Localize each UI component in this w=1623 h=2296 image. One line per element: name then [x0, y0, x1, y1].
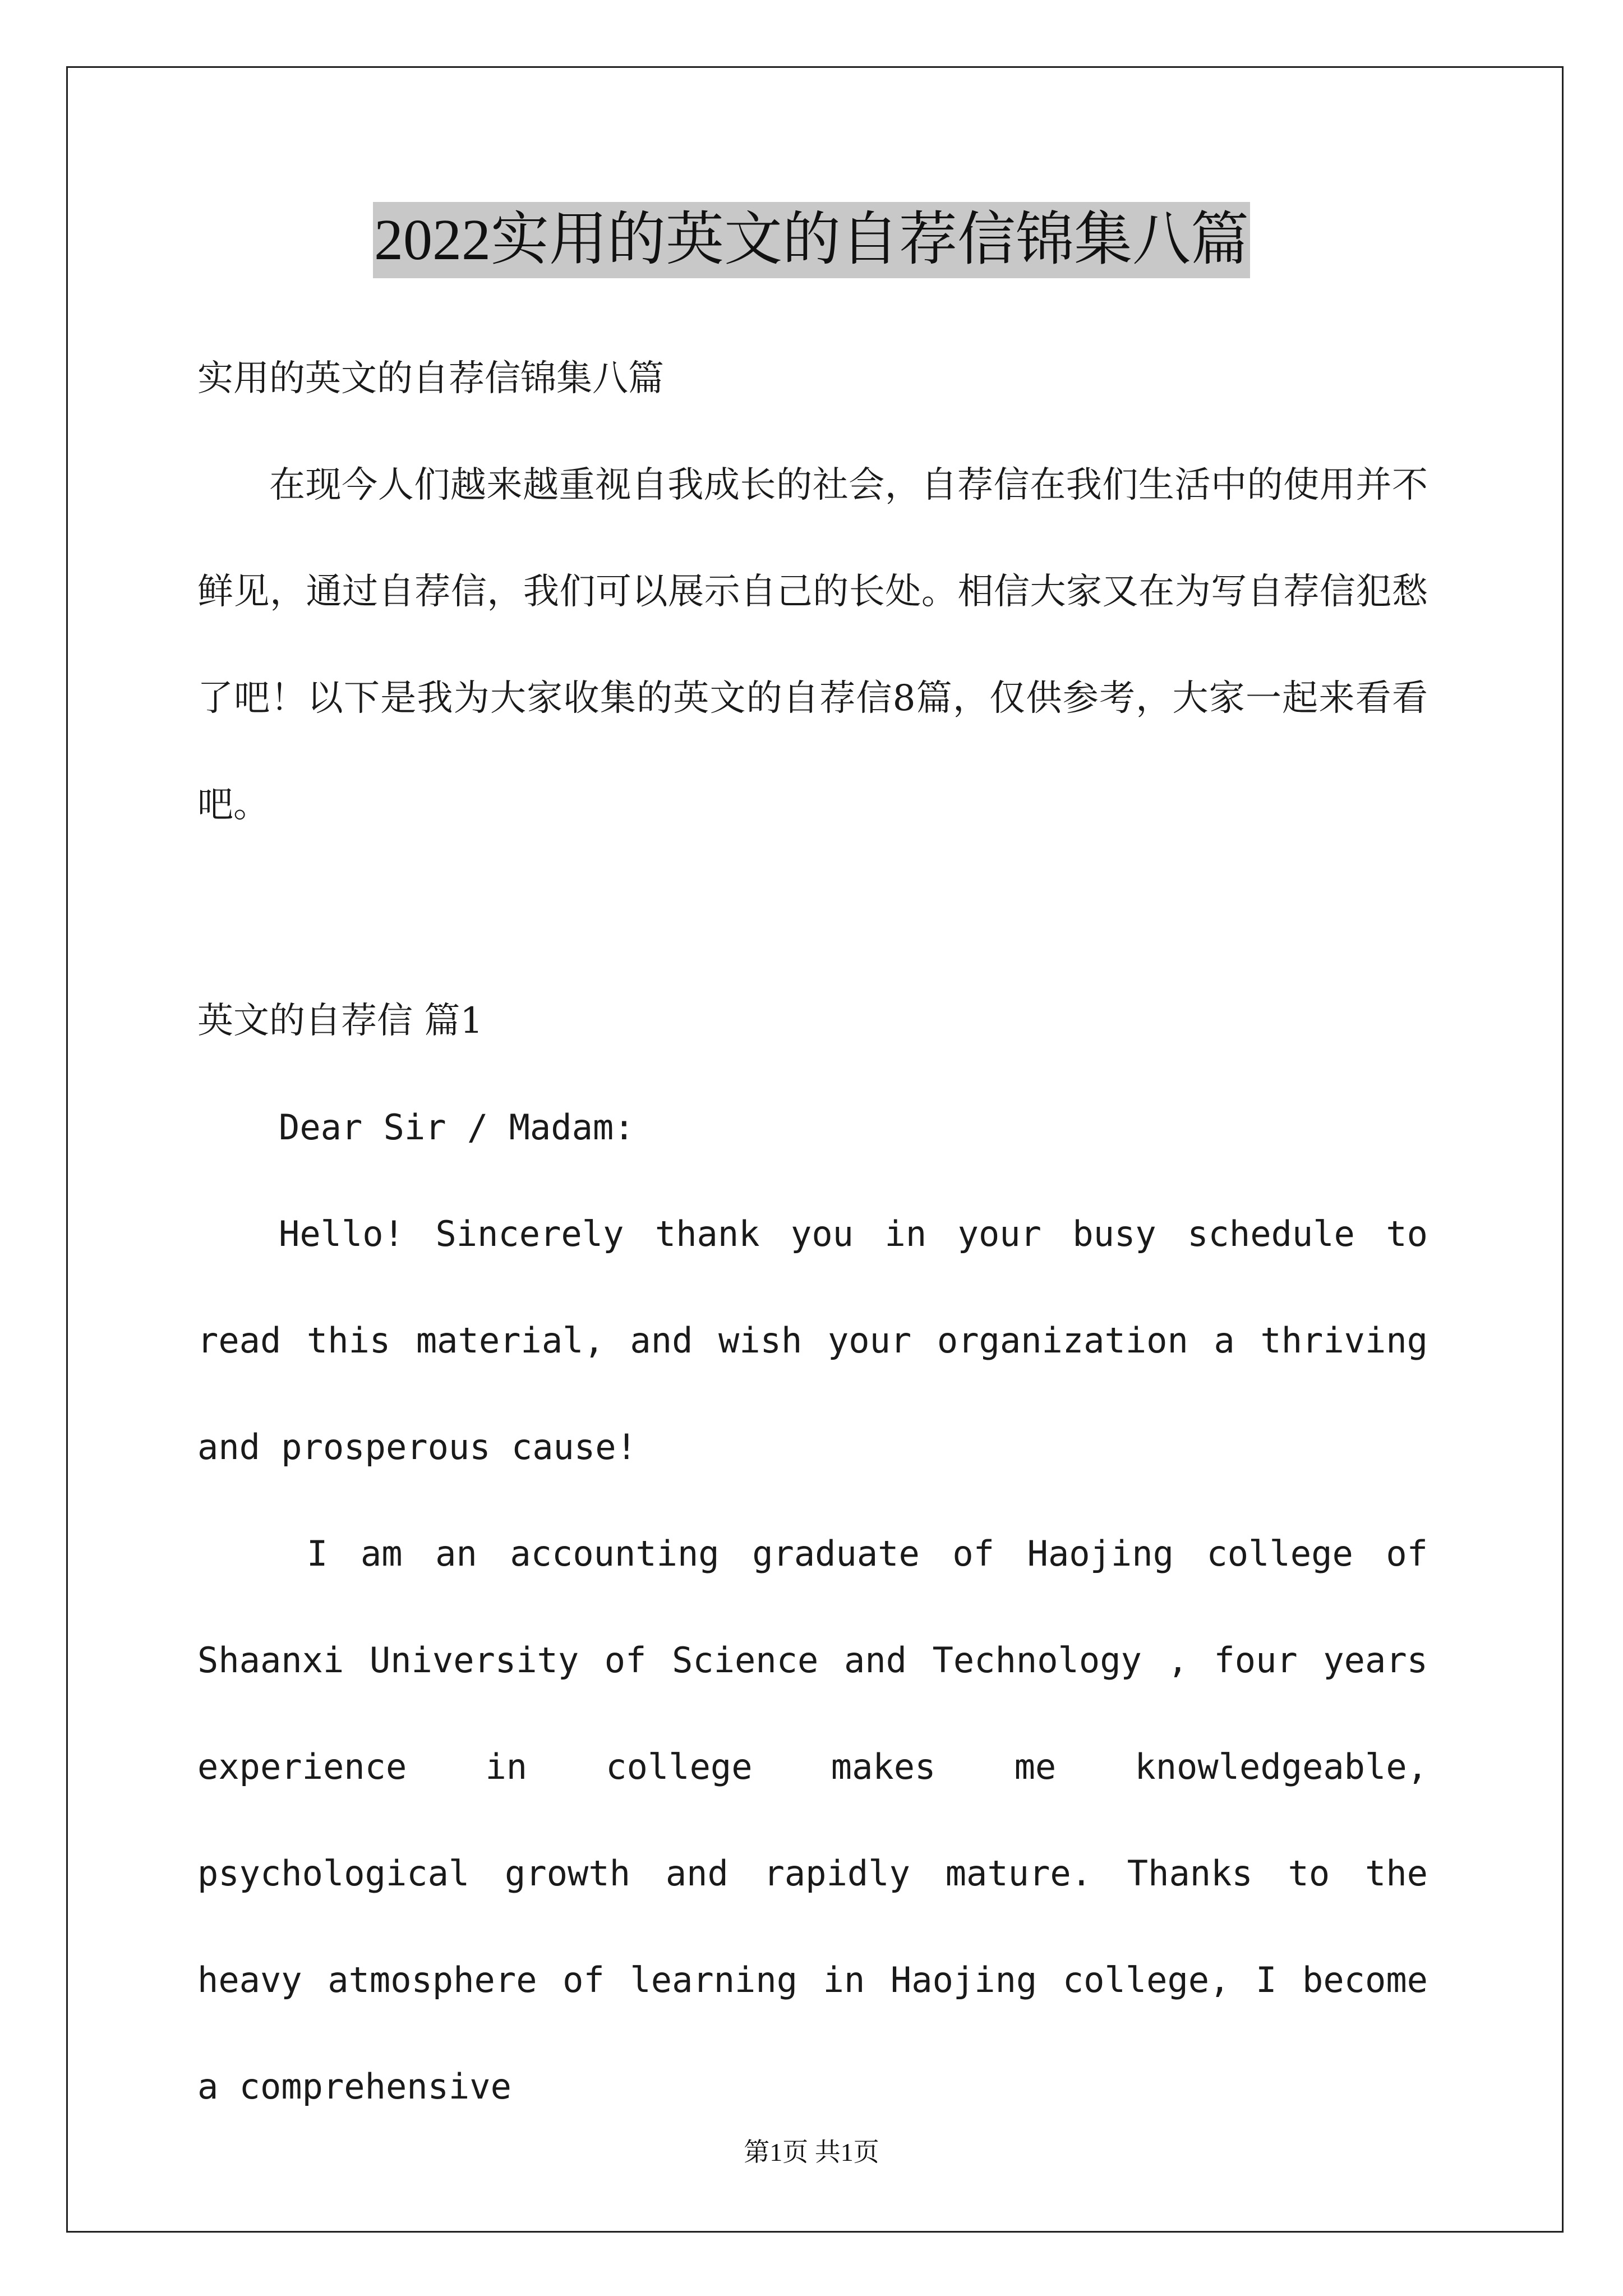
intro-paragraph: 在现今人们越来越重视自我成长的社会，自荐信在我们生活中的使用并不鲜见，通过自荐信，我们可以展示自己的长处。相信大家又在为写自荐信犯愁了吧！以下是我为大家收集的英文的自荐信8篇，仅供参考，大家一起来看看吧。 [197, 464, 1428, 826]
document-subtitle: 实用的英文的自荐信锦集八篇 [197, 358, 664, 399]
letter-paragraph-introduction: I am an accounting graduate of Haojing college of Shaanxi University of Science and Technology , four years experience in college makes me knowledgeable, psychological growth and rapidly mature. Thanks to the heavy atmosphere of learning in Haojing college, I become a comprehensive [197, 1533, 1428, 2107]
document-title: 2022实用的英文的自荐信锦集八篇 [373, 202, 1250, 278]
page-footer: 第1页 共1页 [744, 2138, 879, 2166]
letter-salutation: Dear Sir / Madam: [279, 1107, 635, 1148]
letter-paragraph-greeting: Hello! Sincerely thank you in your busy schedule to read this material, and wish your organization a thriving and prosperous cause! [197, 1213, 1428, 1467]
title-container [0, 202, 1623, 278]
section-heading: 英文的自荐信 篇1 [197, 1000, 483, 1042]
